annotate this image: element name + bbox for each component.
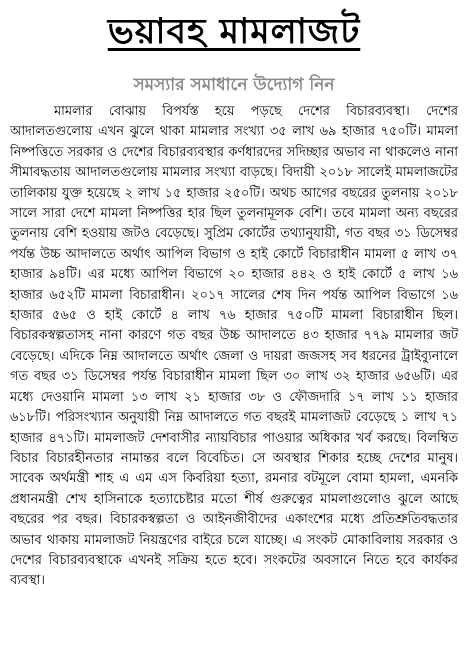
article-body — [10, 102, 458, 592]
article-title: ভয়াবহ মামলাজট — [107, 12, 361, 52]
article-subtitle: সমস্যার সমাধানে উদ্যোগ নিন — [133, 75, 335, 95]
article-paragraph: মামলার বোঝায় বিপর্যস্ত হয়ে পড়ছে দেশের বিচারব্যবস্থা। দেশের আদালতগুলোয় এখন ঝুলে থাকা মামলার সংখ্যা ৩৫ লাখ ৬৯ হাজার ৭৫০টি। মামলা নিষ্পত্তিতে সরকার ও দেশের বিচারব্যবস্থার কর্ণধারদের সদিচ্ছার অভাব না থাকলেও নানা সীমাবদ্ধতায় আদালতগুলোয় মামলার সংখ্যা বাড়ছে। বিদায়ী ২০১৮ সালেই মামলাজটের তালিকায় যুক্ত হয়েছে ২ লাখ ১৫ হাজার ২৫০টি। অথচ আগের বছরের তুলনায় ২০১৮ সালে সারা দেশে মামলা নিষ্পত্তির হার ছিল তুলনামূলক বেশি। তবে মামলা অন্য বছরের তুলনায় বেশি হওয়ায় জটও বেড়েছে। সুপ্রিম কোর্টের তথ্যানুযায়ী, গত বছর ৩১ ডিসেম্বর পর্যন্ত উচ্চ আদালতে অর্থাৎ আপিল বিভাগ ও হাই কোর্টে বিচারাধীন মামলা ৫ লাখ ৩৭ হাজার ৯৪টি। এর মধ্যে আপিল বিভাগে ২০ হাজার ৪৪২ ও হাই কোর্টে ৫ লাখ ১৬ হাজার ৬৫২টি মামলা বিচারাধীন। ২০১৭ সালের শেষ দিন পর্যন্ত আপিল বিভাগে ১৬ হাজার ৫৬৫ ও হাই কোর্টে ৪ লাখ ৭৬ হাজার ৭৫০টি মামলা বিচারাধীন ছিল। বিচারকস্বল্পতাসহ নানা কারণে গত বছর উচ্চ আদালতে ৪৩ হাজার ৭৭৯ মামলার জট বেড়েছে। এদিকে নিম্ন আদালতে অর্থাৎ জেলা ও দায়রা জজসহ সব ধরনের ট্রাইব্যুনালে গত বছর ৩১ ডিসেম্বর পর্যন্ত বিচারাধীন মামলা ছিল ৩০ লাখ ৩২ হাজার ৬৫৬টি। এর মধ্যে দেওয়ানি মামলা ১৩ লাখ ২১ হাজার ৩৮ ও ফৌজদারি ১৭ লাখ ১১ হাজার ৬১৮টি। পরিসংখ্যান অনুযায়ী নিম্ন আদালতে গত বছরই মামলাজট বেড়েছে ১ লাখ ৭১ হাজার ৪৭১টি। মামলাজট দেশবাসীর ন্যায়বিচার পাওয়ার অধিকার খর্ব করছে। বিলম্বিত বিচার বিচারহীনতার নামান্তর বলে বিবেচিত। সে অবস্থার শিকার হচ্ছে দেশের মানুষ। সাবেক অর্থমন্ত্রী শাহ এ এম এস কিবরিয়া হত্যা, রমনার বটমূলে বোমা হামলা, এমনকি প্রধানমন্ত্রী শেখ হাসিনাকে হত্যাচেষ্টার মতো শীর্ষ গুরুত্বের মামলাগুলোও ঝুলে আছে বছরের পর বছর। বিচারকস্বল্পতা ও আইনজীবীদের একাংশের মধ্যে প্রতিশ্রুতিবদ্ধতার অভাব থাকায় মামলাজট নিয়ন্ত্রণের বাইরে চলে যাচ্ছে। এ সংকট মোকাবিলায় সরকার ও দেশের বিচারব্যবস্থাকে এখনই সক্রিয় হতে হবে। সংকটের অবসানে নিতে হবে কার্যকর ব্যবস্থা। — [10, 104, 458, 589]
